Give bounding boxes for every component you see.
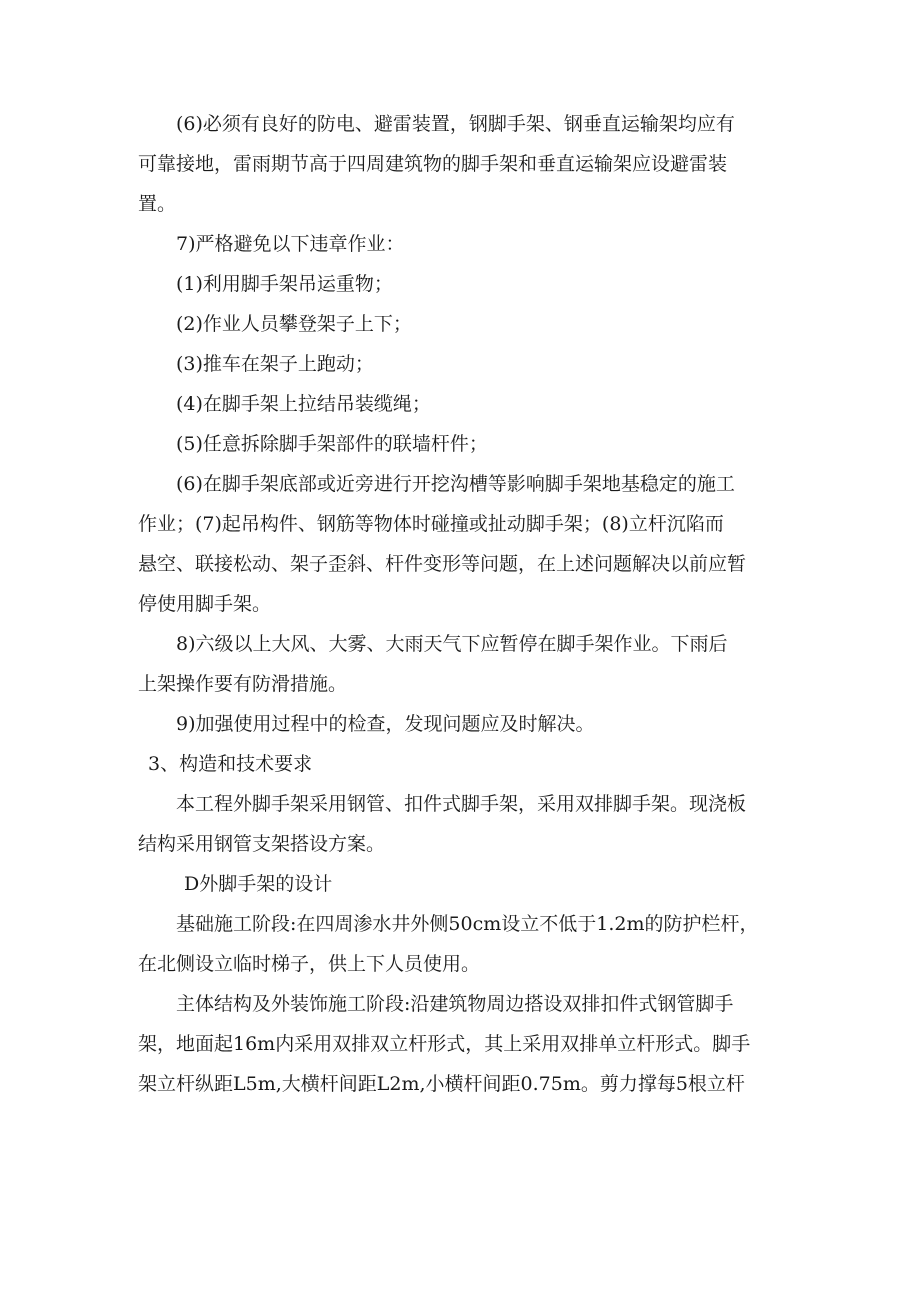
section-heading [138, 744, 788, 784]
text-line: 主体结构及外装饰施工阶段:沿建筑物周边搭设双排扣件式钢管脚手 [176, 993, 734, 1015]
paragraph-lightning-protection [138, 104, 788, 224]
text-line: 置。 [138, 193, 177, 215]
text-line: (1)利用脚手架吊运重物； [176, 273, 393, 295]
list-item [138, 264, 788, 304]
paragraph-weather [138, 624, 788, 704]
text-line: 作业；(7)起吊构件、钢筋等物体时碰撞或扯动脚手架；(8)立杆沉陷而 [138, 513, 724, 535]
paragraph-scaffold-type [138, 784, 788, 864]
text-line: 结构采用钢管支架搭设方案。 [138, 833, 386, 855]
list-item [138, 304, 788, 344]
text-line: 上架操作要有防滑措施。 [138, 673, 348, 695]
text-line: 本工程外脚手架采用钢管、扣件式脚手架，采用双排脚手架。现浇板 [176, 793, 747, 815]
list-item [138, 464, 788, 624]
text-line: 可靠接地，雷雨期节高于四周建筑物的脚手架和垂直运输架应设避雷装 [138, 153, 728, 175]
text-line: (6)在脚手架底部或近旁进行开挖沟槽等影响脚手架地基稳定的施工 [176, 473, 735, 495]
list-item [138, 424, 788, 464]
paragraph-prohibited-operations [138, 224, 788, 264]
text-line: (2)作业人员攀登架子上下； [176, 313, 412, 335]
list-item [138, 344, 788, 384]
text-line: 架立杆纵距L5m,大横杆间距L2m,小横杆间距0.75m。剪力撑每5根立杆 [138, 1073, 745, 1095]
paragraph-inspection [138, 704, 788, 744]
text-line: D外脚手架的设计 [184, 873, 333, 895]
text-line: 7)严格避免以下违章作业： [176, 233, 405, 255]
text-line: (6)必须有良好的防电、避雷装置，钢脚手架、钢垂直运输架均应有 [176, 113, 735, 135]
list-item [138, 384, 788, 424]
text-line: 停使用脚手架。 [138, 593, 272, 615]
text-line: 9)加强使用过程中的检查，发现问题应及时解决。 [176, 713, 595, 735]
text-line: 8)六级以上大风、大雾、大雨天气下应暂停在脚手架作业。下雨后 [176, 633, 728, 655]
text-line: (4)在脚手架上拉结吊装缆绳； [176, 393, 431, 415]
paragraph-foundation-stage [138, 904, 788, 984]
subsection-heading [138, 864, 788, 904]
text-line: 3、构造和技术要求 [148, 753, 313, 775]
text-line: 悬空、联接松动、架子歪斜、杆件变形等问题，在上述问题解决以前应暂 [138, 553, 747, 575]
text-line: (3)推车在架子上跑动； [176, 353, 374, 375]
paragraph-main-structure-stage [138, 984, 788, 1104]
text-line: 基础施工阶段:在四周渗水井外侧50cm设立不低于1.2m的防护栏杆， [176, 913, 759, 935]
text-line: (5)任意拆除脚手架部件的联墙杆件； [176, 433, 488, 455]
text-line: 架，地面起16m内采用双排双立杆形式，其上采用双排单立杆形式。脚手 [138, 1033, 751, 1055]
document-body [138, 104, 788, 1104]
text-line: 在北侧设立临时梯子，供上下人员使用。 [138, 953, 481, 975]
